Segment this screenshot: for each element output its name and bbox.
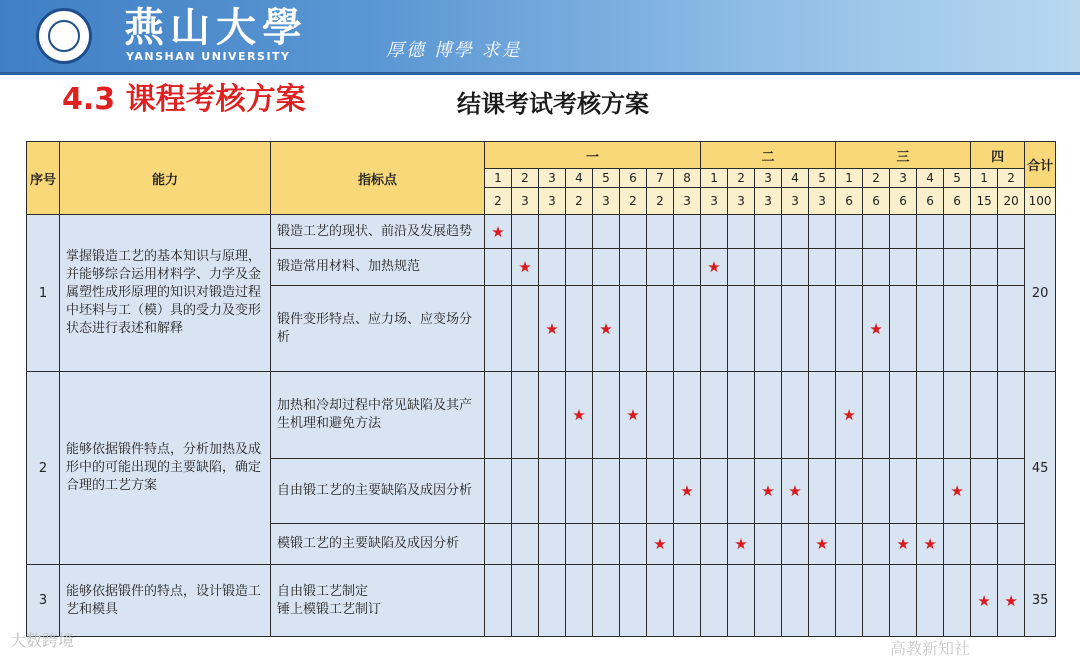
score-cell [836,565,863,637]
page-subtitle: 结课考试考核方案 [457,90,649,118]
header-points: 6 [863,188,890,215]
university-name-en: YANSHAN UNIVERSITY [126,50,291,63]
score-cell [998,249,1025,286]
header-item: 3 [539,169,566,188]
indicator-cell: 锻件变形特点、应力场、应变场分析 [271,286,485,372]
score-cell [512,459,539,524]
indicator-cell: 自由锻工艺的主要缺陷及成因分析 [271,459,485,524]
header-item: 3 [890,169,917,188]
score-cell [998,215,1025,249]
score-cell [728,459,755,524]
score-cell [809,372,836,459]
star-icon: ★ [734,535,748,553]
score-cell [701,459,728,524]
score-cell [971,459,998,524]
header-item: 2 [863,169,890,188]
header-item: 1 [701,169,728,188]
row-number: 1 [27,215,60,372]
score-cell [701,286,728,372]
row-total: 20 [1025,215,1056,372]
score-cell [917,459,944,524]
score-cell [485,459,512,524]
score-cell [620,286,647,372]
section-title: 4.3 课程考核方案 [62,82,306,117]
score-cell [917,372,944,459]
score-cell [647,249,674,286]
score-cell [485,249,512,286]
ability-cell: 掌握锻造工艺的基本知识与原理，并能够综合运用材料学、力学及金属塑性成形原理的知识对锻造过程中坯料与工（模）具的受力及变形状态进行表述和解释 [60,215,271,372]
star-icon: ★ [761,482,775,500]
score-cell [782,524,809,565]
score-cell [944,286,971,372]
header-points: 3 [674,188,701,215]
score-cell [593,215,620,249]
score-cell [971,215,998,249]
score-cell [755,524,782,565]
header-item: 1 [485,169,512,188]
watermark-left: 大数跨境 [10,631,75,650]
score-cell [782,565,809,637]
indicator-cell: 模锻工艺的主要缺陷及成因分析 [271,524,485,565]
score-cell [782,286,809,372]
score-cell [674,286,701,372]
header-item: 1 [971,169,998,188]
score-cell [809,524,836,565]
header-item: 3 [755,169,782,188]
score-cell [620,565,647,637]
header-points: 3 [728,188,755,215]
score-cell [755,372,782,459]
score-cell [998,565,1025,637]
score-cell [539,459,566,524]
score-cell [755,565,782,637]
indicator-cell: 自由锻工艺制定 锤上模锻工艺制订 [271,565,485,637]
score-cell [944,249,971,286]
score-cell [917,286,944,372]
star-icon: ★ [977,591,991,610]
star-icon: ★ [896,535,910,553]
score-cell [539,565,566,637]
score-cell [620,459,647,524]
score-cell [620,372,647,459]
star-icon: ★ [572,406,586,424]
header-total: 合计 [1025,142,1056,188]
score-cell [971,372,998,459]
score-cell [755,459,782,524]
score-cell [539,215,566,249]
indicator-cell: 加热和冷却过程中常见缺陷及其产生机理和避免方法 [271,372,485,459]
score-cell [485,215,512,249]
score-cell [863,565,890,637]
score-cell [971,249,998,286]
score-cell [647,215,674,249]
score-cell [890,286,917,372]
score-cell [620,249,647,286]
header-points: 2 [620,188,647,215]
header-ability: 能力 [60,142,271,215]
header-points: 6 [890,188,917,215]
header-item: 5 [593,169,620,188]
score-cell [647,524,674,565]
score-cell [971,565,998,637]
score-cell [701,524,728,565]
star-icon: ★ [599,319,613,338]
score-cell [917,565,944,637]
score-cell [998,286,1025,372]
score-cell [566,249,593,286]
indicator-cell: 锻造工艺的现状、前沿及发展趋势 [271,215,485,249]
score-cell [701,372,728,459]
header-item: 5 [944,169,971,188]
header-item: 4 [917,169,944,188]
header-item: 2 [998,169,1025,188]
header-points: 2 [485,188,512,215]
score-cell [890,249,917,286]
score-cell [539,286,566,372]
score-cell [701,565,728,637]
university-logo [36,8,92,64]
score-cell [836,372,863,459]
header-group-2: 二 [701,142,836,169]
score-cell [836,249,863,286]
row-number: 2 [27,372,60,565]
university-name-cn: 燕山大學 [124,4,308,51]
score-cell [944,524,971,565]
score-cell [998,459,1025,524]
indicator-cell: 锻造常用材料、加热规范 [271,249,485,286]
score-cell [890,565,917,637]
score-cell [647,286,674,372]
star-icon: ★ [842,406,856,424]
score-cell [809,286,836,372]
score-cell [890,215,917,249]
star-icon: ★ [491,222,505,241]
score-cell [863,286,890,372]
score-cell [863,524,890,565]
score-cell [566,215,593,249]
score-cell [728,286,755,372]
header-points: 3 [755,188,782,215]
score-cell [755,215,782,249]
score-cell [890,459,917,524]
score-cell [539,524,566,565]
score-cell [728,372,755,459]
header-group-4: 四 [971,142,1025,169]
star-icon: ★ [707,258,721,276]
score-cell [917,249,944,286]
university-motto: 厚德 博學 求是 [386,40,522,61]
star-icon: ★ [788,482,802,500]
score-cell [809,215,836,249]
score-cell [593,372,620,459]
header-points: 15 [971,188,998,215]
score-cell [836,286,863,372]
score-cell [782,249,809,286]
watermark-right: 高教新知社 [890,639,971,658]
star-icon: ★ [545,319,559,338]
score-cell [593,459,620,524]
header-points: 20 [998,188,1025,215]
header-group-1: 一 [485,142,701,169]
header-item: 2 [728,169,755,188]
score-cell [647,459,674,524]
star-icon: ★ [680,482,694,500]
star-icon: ★ [653,535,667,553]
score-cell [863,249,890,286]
score-cell [647,565,674,637]
header-item: 5 [809,169,836,188]
score-cell [485,565,512,637]
header-total-points: 100 [1025,188,1056,215]
star-icon: ★ [626,406,640,424]
score-cell [674,215,701,249]
score-cell [809,459,836,524]
score-cell [863,372,890,459]
score-cell [593,565,620,637]
score-cell [863,215,890,249]
star-icon: ★ [815,535,829,553]
header-item: 7 [647,169,674,188]
score-cell [593,286,620,372]
score-cell [566,524,593,565]
score-cell [944,459,971,524]
score-cell [917,215,944,249]
score-cell [512,215,539,249]
score-cell [512,286,539,372]
score-cell [674,459,701,524]
score-cell [890,372,917,459]
score-cell [512,524,539,565]
score-cell [998,524,1025,565]
score-cell [728,249,755,286]
header-points: 6 [836,188,863,215]
score-cell [863,459,890,524]
score-cell [485,286,512,372]
header-points: 3 [809,188,836,215]
row-number: 3 [27,565,60,637]
row-total: 35 [1025,565,1056,637]
header-points: 6 [917,188,944,215]
header-points: 2 [647,188,674,215]
score-cell [728,565,755,637]
score-cell [944,215,971,249]
score-cell [485,524,512,565]
header-indicator: 指标点 [271,142,485,215]
star-icon: ★ [923,535,937,553]
score-cell [836,524,863,565]
ability-cell: 能够依据锻件特点，分析加热及成形中的可能出现的主要缺陷，确定合理的工艺方案 [60,372,271,565]
header-item: 8 [674,169,701,188]
header-no: 序号 [27,142,60,215]
score-cell [674,565,701,637]
score-cell [701,249,728,286]
score-cell [674,249,701,286]
score-cell [944,372,971,459]
header-points: 6 [944,188,971,215]
header-item: 2 [512,169,539,188]
score-cell [782,459,809,524]
score-cell [944,565,971,637]
score-cell [755,249,782,286]
header-points: 3 [539,188,566,215]
header-item: 4 [782,169,809,188]
score-cell [566,459,593,524]
header-item: 6 [620,169,647,188]
row-total: 45 [1025,372,1056,565]
star-icon: ★ [950,482,964,500]
score-cell [539,372,566,459]
header-points: 2 [566,188,593,215]
score-cell [566,286,593,372]
score-cell [566,372,593,459]
score-cell [890,524,917,565]
assessment-table [26,141,1056,637]
score-cell [512,372,539,459]
score-cell [728,524,755,565]
header-points: 3 [701,188,728,215]
score-cell [809,249,836,286]
star-icon: ★ [1004,591,1018,610]
score-cell [782,372,809,459]
score-cell [512,249,539,286]
score-cell [566,565,593,637]
score-cell [809,565,836,637]
score-cell [539,249,566,286]
star-icon: ★ [869,319,883,338]
score-cell [593,524,620,565]
header-group-3: 三 [836,142,971,169]
header-points: 3 [782,188,809,215]
score-cell [674,524,701,565]
header-points: 3 [593,188,620,215]
score-cell [620,524,647,565]
score-cell [836,459,863,524]
score-cell [917,524,944,565]
score-cell [971,286,998,372]
score-cell [971,524,998,565]
ability-cell: 能够依据锻件的特点，设计锻造工艺和模具 [60,565,271,637]
score-cell [674,372,701,459]
header-item: 1 [836,169,863,188]
score-cell [728,215,755,249]
header-points: 3 [512,188,539,215]
score-cell [620,215,647,249]
header-item: 4 [566,169,593,188]
score-cell [647,372,674,459]
score-cell [755,286,782,372]
score-cell [512,565,539,637]
score-cell [593,249,620,286]
score-cell [782,215,809,249]
header-banner [0,0,1080,75]
score-cell [836,215,863,249]
score-cell [485,372,512,459]
star-icon: ★ [518,258,532,276]
score-cell [998,372,1025,459]
score-cell [701,215,728,249]
